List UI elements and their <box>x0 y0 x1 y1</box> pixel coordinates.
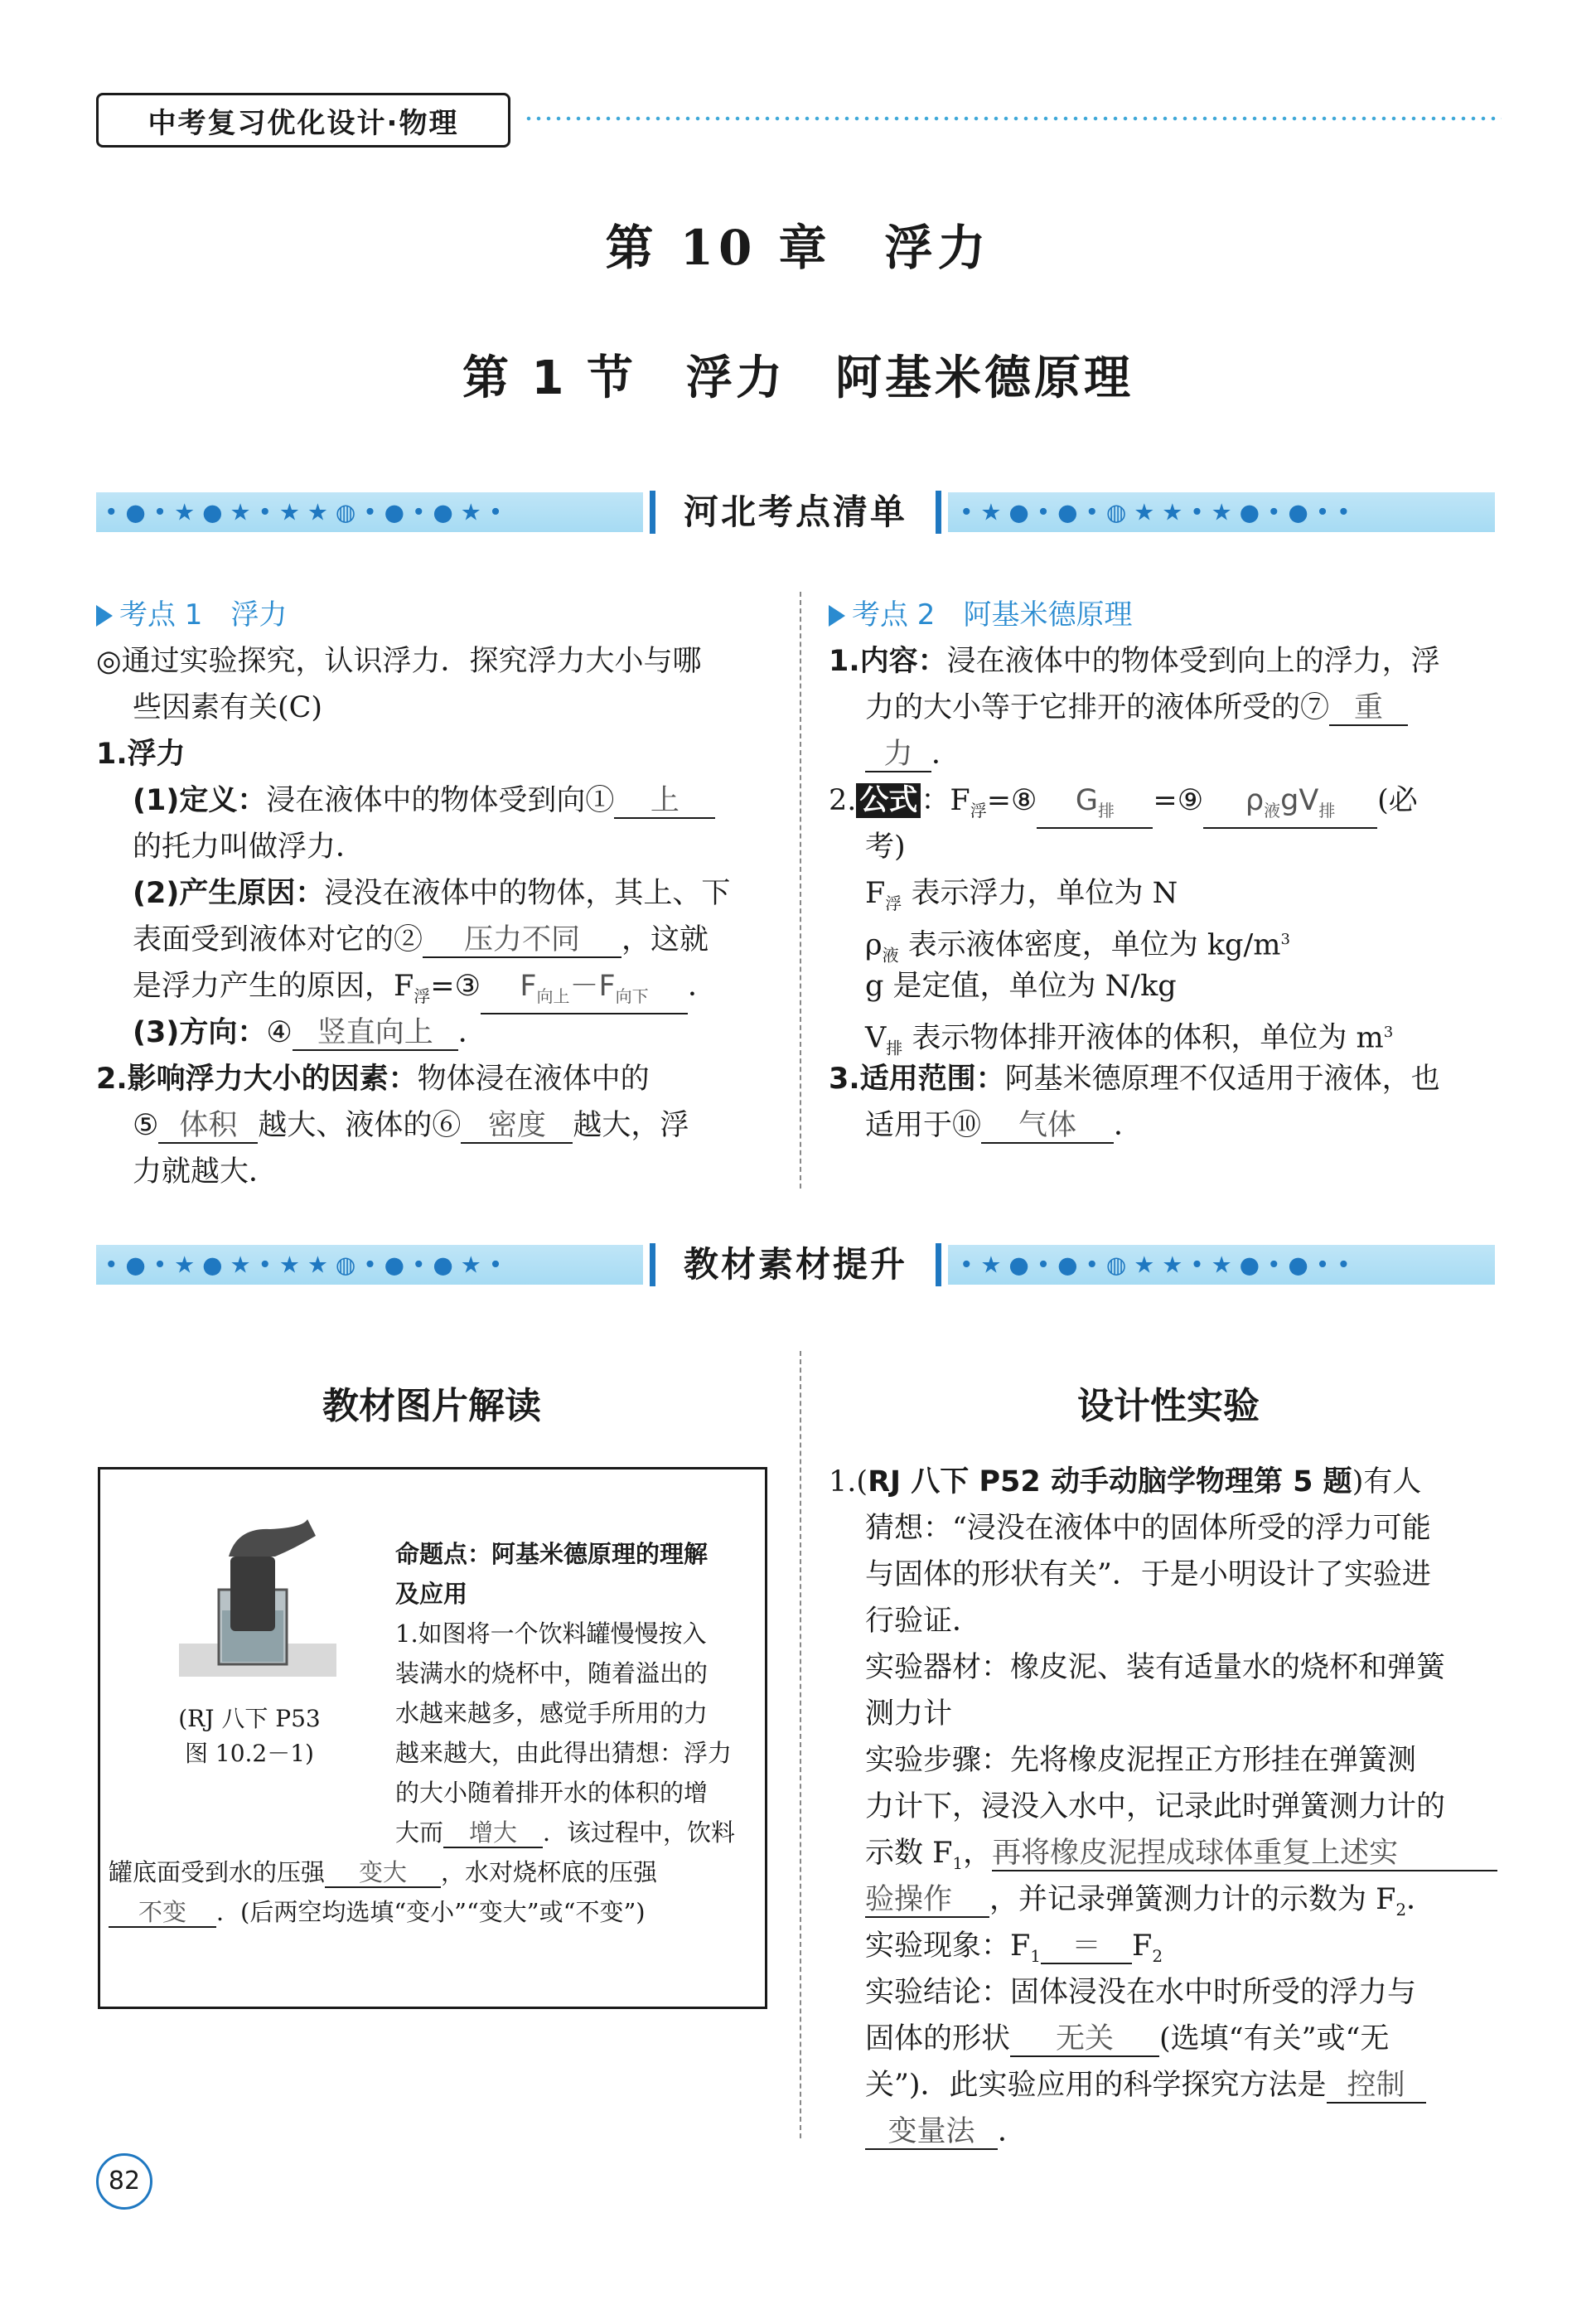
cause-text-3: 是浮力产生的原因，F <box>133 970 414 1003</box>
kd2-var-3: g 是定值，单位为 N/kg <box>865 970 1177 1003</box>
exp-line-12: 实验结论：固体浸没在水中时所受的浮力与 <box>865 1976 1417 2009</box>
dir-num: ④ <box>266 1016 293 1049</box>
header-dotted-line <box>524 116 1502 121</box>
pic-text-8 <box>109 1892 763 1932</box>
cause-text-2: 表面受到液体对它的② <box>133 923 423 956</box>
kd2-content-line-3: 力 ． <box>865 731 960 777</box>
scope-text-2: 适用于⑩ <box>865 1109 982 1142</box>
v2-sym: ρ <box>865 928 883 962</box>
blank-8-g: G <box>1075 784 1098 817</box>
blank-4: 竖直向上 <box>293 1016 458 1051</box>
kd2-scope-line <box>829 1056 1440 1102</box>
kaodian-2-title <box>829 592 1132 638</box>
kd1-factor-end: 力就越大． <box>133 1155 278 1189</box>
blank-3 <box>481 970 688 1014</box>
pic-text-6 <box>395 1813 760 1852</box>
exp-l10c: ． <box>1406 1883 1436 1916</box>
pic-text-block <box>395 1534 760 1852</box>
cause-label: (2)产生原因： <box>133 877 325 910</box>
cause-sub: 浮 <box>414 986 431 1006</box>
formula-f: ：F <box>921 784 970 817</box>
picture-box <box>98 1467 767 2009</box>
column-divider-2 <box>800 1351 801 2138</box>
kd2-content-line <box>829 638 1440 685</box>
exp-l1c: )有人 <box>1352 1465 1422 1498</box>
exp-heading: 设计性实验 <box>1077 1385 1260 1427</box>
pic-t6b: ．该过程中，饮料 <box>543 1818 736 1847</box>
exp-l9-sub: 1 <box>952 1853 964 1873</box>
blank-9-gv: gV <box>1280 784 1319 817</box>
pic-text-3: 水越来越多，感觉手所用的力 <box>395 1699 709 1727</box>
banner-hebei-checklist <box>96 489 1495 535</box>
exp-line-14 <box>865 2062 1426 2109</box>
blank-3-a-sub: 向上 <box>536 986 570 1006</box>
blank-9-rho: ρ <box>1245 784 1265 817</box>
blank-3-b: －F <box>569 970 616 1003</box>
pic-t6a: 大而 <box>395 1818 444 1847</box>
def-label: (1)定义： <box>133 784 267 817</box>
chapter-title: 第 10 章 浮力 <box>605 220 991 276</box>
formula-tail: (必 <box>1377 784 1418 817</box>
blank-exp-2: ＝ <box>1041 1929 1132 1964</box>
blank-exp-4: 控制 <box>1327 2069 1426 2104</box>
banner-bar-right <box>936 1243 941 1286</box>
kaodian-2 <box>829 592 1508 1205</box>
exp-l11-sub: 1 <box>1030 1946 1042 1966</box>
formula-eq2: =⑨ <box>1153 784 1204 817</box>
header-tag: 中考复习优化设计·物理 <box>96 93 510 148</box>
v2-text: 表示液体密度，单位为 kg/m <box>907 928 1281 962</box>
scope-text: 阿基米德原理不仅适用于液体，也 <box>1004 1063 1440 1096</box>
kd1-p1-head: 1.浮力 <box>96 738 186 771</box>
exp-l1a: 1.( <box>829 1465 868 1498</box>
blank-8 <box>1037 784 1153 829</box>
formula-label: 公式 <box>856 783 921 818</box>
experiment <box>829 1459 1508 2155</box>
kd1-def-line <box>133 777 715 824</box>
exp-l11-sub2: 2 <box>1152 1946 1163 1966</box>
def-text: 浸在液体中的物体受到向① <box>266 784 615 817</box>
beaker-can-photo <box>171 1511 345 1685</box>
blank-exp-3: 无关 <box>1010 2022 1159 2057</box>
exp-l9b: ， <box>963 1837 993 1870</box>
blank-9-sub: 液 <box>1264 801 1281 821</box>
cause-tail-2: ，这就 <box>621 923 709 956</box>
blank-exp-4b: 变量法 <box>865 2115 998 2150</box>
v4-sup: 3 <box>1383 1024 1394 1041</box>
blank-pic-1: 增大 <box>443 1818 543 1848</box>
pic-heading: 教材图片解读 <box>322 1385 541 1427</box>
banner-title: 教材素材提升 <box>683 1244 907 1285</box>
blank-2: 压力不同 <box>423 923 621 958</box>
kd2-scope-line-2: 适用于⑩ 气体 ． <box>865 1109 1144 1142</box>
banner-bar-right <box>936 491 941 534</box>
content-head: 1.内容： <box>829 645 947 678</box>
blank-8-sub: 排 <box>1097 801 1115 821</box>
pic-text-5: 的大小随着排开水的体积的增 <box>395 1779 709 1807</box>
kd1-cause-line-3: 是浮力产生的原因，$F_浮=③$ $F_{向上}-F_{向下}$ ． <box>133 963 717 1019</box>
content-text-2: 力的大小等于它排开的液体所受的⑦ <box>865 691 1330 724</box>
kd1-factor-line-2 <box>133 1102 689 1149</box>
factor-text: 物体浸在液体中的 <box>417 1063 650 1096</box>
exp-l1b: RJ 八下 P52 动手动脑学物理第 5 题 <box>868 1465 1352 1498</box>
v1-sub: 浮 <box>885 893 902 913</box>
v4-text: 表示物体排开液体的体积，单位为 m <box>912 1021 1384 1055</box>
kaodian-1-title-text: 考点 1 浮力 <box>119 598 288 632</box>
banner-decor-left: • ● • ★ ● ★ • ★ ★ ◍ • ● • ● ★ • <box>96 1245 643 1285</box>
exp-line-8: 力计下，浸没入水中，记录此时弹簧测力计的 <box>865 1790 1446 1823</box>
exp-line-13 <box>865 2016 1389 2062</box>
dir-label: (3)方向： <box>133 1016 267 1049</box>
blank-10: 气体 <box>981 1109 1114 1144</box>
exp-line-1 <box>829 1459 1421 1505</box>
exp-l10b: ，并记录弹簧测力计的示数为 F <box>989 1883 1396 1916</box>
blank-9-sub2: 排 <box>1318 801 1336 821</box>
kaodian-1 <box>96 592 776 1205</box>
formula-eq1: =⑧ <box>986 784 1037 817</box>
exp-l13a: 固体的形状 <box>865 2022 1011 2055</box>
kd2-formula-tail2: 考) <box>865 830 906 864</box>
banner-decor-right: • ★ ● • ● • ◍ ★ ★ • ★ ● • ● • • <box>948 492 1495 532</box>
v1-text: 表示浮力，单位为 N <box>911 877 1178 910</box>
banner-textbook-material <box>96 1242 1495 1288</box>
banner-title: 河北考点清单 <box>683 491 907 532</box>
column-divider-1 <box>800 592 801 1189</box>
v4-sub: 排 <box>886 1038 903 1058</box>
banner-decor-left: • ● • ★ ● ★ • ★ ★ ◍ • ● • ● ★ • <box>96 492 643 532</box>
exp-line-5: 实验器材：橡皮泥、装有适量水的烧杯和弹簧 <box>865 1651 1446 1684</box>
v2-sup: 3 <box>1280 931 1290 948</box>
pic-t7b: ，水对烧杯底的压强 <box>441 1858 658 1886</box>
exp-l13b: (选填“有关”或“无 <box>1159 2022 1390 2055</box>
exp-l11a: 实验现象：F <box>865 1929 1031 1963</box>
cause-text: 浸没在液体中的物体，其上、下 <box>324 877 731 910</box>
cause-eq: =③ <box>430 970 481 1003</box>
page-number: 82 <box>96 2153 152 2210</box>
pic-text-1: 1.如图将一个饮料罐慢慢按入 <box>395 1620 707 1648</box>
blank-pic-2: 变大 <box>325 1858 441 1888</box>
factor-tail: 越大，浮 <box>573 1109 689 1142</box>
blank-9 <box>1203 784 1377 829</box>
pic-caption-2: 图 10.2－1) <box>185 1740 314 1767</box>
section-title: 第 1 节 浮力 阿基米德原理 <box>462 351 1134 405</box>
kd1-intro-1: ◎通过实验探究，认识浮力．探究浮力大小与哪 <box>96 645 702 678</box>
kaodian-2-title-text: 考点 2 阿基米德原理 <box>852 598 1133 632</box>
banner-decor-right: • ★ ● • ● • ◍ ★ ★ • ★ ● • ● • • <box>948 1245 1495 1285</box>
pic-text-2: 装满水的烧杯中，随着溢出的 <box>395 1659 709 1687</box>
scope-head: 3.适用范围： <box>829 1063 1005 1096</box>
formula-f-sub: 浮 <box>970 801 987 821</box>
blank-5: 体积 <box>158 1109 258 1144</box>
exp-l10-sub: 2 <box>1395 1900 1407 1920</box>
v1-sym: F <box>865 877 886 910</box>
factor-num5: ⑤ <box>133 1109 159 1142</box>
triangle-icon <box>96 605 113 627</box>
blank-3-a: F <box>520 970 537 1003</box>
pic-t7a: 罐底面受到水的压强 <box>109 1858 326 1886</box>
factor-head: 2.影响浮力大小的因素： <box>96 1063 418 1096</box>
blank-exp-1b: 验操作 <box>865 1883 989 1918</box>
blank-pic-3: 不变 <box>109 1898 216 1928</box>
exp-line-6: 测力计 <box>865 1697 953 1731</box>
kd2-formula-line <box>829 777 1418 834</box>
exp-line-2: 猜想：“浸没在液体中的固体所受的浮力可能 <box>865 1512 1431 1545</box>
pic-point-2: 及应用 <box>395 1580 468 1608</box>
kd1-dir-line: (3)方向：④ 竖直向上 ． <box>133 1016 487 1049</box>
exp-l15b: ． <box>998 2115 1028 2148</box>
exp-l9a: 示数 F <box>865 1837 953 1870</box>
blank-7b: 力 <box>865 738 931 772</box>
pic-text-7 <box>109 1852 763 1892</box>
kd1-factor-line <box>96 1056 650 1102</box>
exp-l14a: 关”)．此实验应用的科学探究方法是 <box>865 2069 1327 2102</box>
v4-sym: V <box>865 1021 887 1055</box>
triangle-icon <box>829 605 845 627</box>
kd1-cause-line-2 <box>133 917 709 963</box>
pic-caption <box>109 1702 390 1771</box>
v2-sub: 液 <box>882 945 899 966</box>
blank-1: 上 <box>614 784 715 819</box>
formula-head: 2. <box>829 784 857 817</box>
blank-3-b-sub: 向下 <box>615 986 649 1006</box>
blank-6: 密度 <box>461 1109 573 1144</box>
kd1-cause-line <box>133 870 730 917</box>
kaodian-1-title <box>96 592 287 638</box>
blank-7a: 重 <box>1329 691 1408 726</box>
pic-caption-1: (RJ 八下 P53 <box>178 1705 321 1732</box>
factor-mid: 越大、液体的⑥ <box>258 1109 462 1142</box>
exp-line-4: 行验证． <box>865 1605 982 1638</box>
kd1-def-tail: 的托力叫做浮力． <box>133 830 365 864</box>
pic-t8b: ．(后两空均选填“变小”“变大”或“不变”) <box>216 1898 646 1926</box>
blank-exp-1: 再将橡皮泥捏成球体重复上述实 <box>992 1837 1497 1871</box>
content-text: 浸在液体中的物体受到向上的浮力，浮 <box>946 645 1440 678</box>
exp-line-3: 与固体的形状有关”．于是小明设计了实验进 <box>865 1558 1431 1591</box>
kd2-content-line-2 <box>865 685 1408 731</box>
pic-point-1: 命题点：阿基米德原理的理解 <box>395 1540 709 1568</box>
exp-line-7: 实验步骤：先将橡皮泥捏正方形挂在弹簧测 <box>865 1744 1417 1777</box>
exp-l11b: F <box>1132 1929 1153 1963</box>
kd1-intro-2: 些因素有关(C) <box>133 691 323 724</box>
pic-text-4: 越来越大，由此得出猜想：浮力 <box>395 1739 733 1767</box>
exp-line-15 <box>865 2109 1027 2155</box>
